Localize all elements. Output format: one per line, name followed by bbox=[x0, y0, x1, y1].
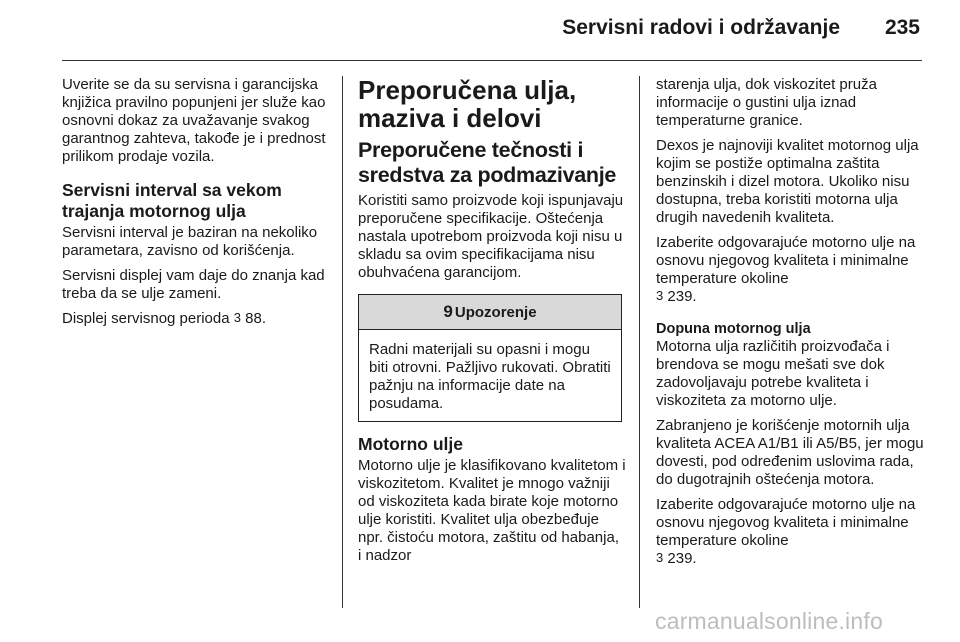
select-oil-paragraph-1 bbox=[656, 234, 928, 306]
recommended-fluids-paragraph: Koristiti samo proizvode koji ispunjavaju preporučene specifikacije. Oštećenja nastala upotrebom proizvoda koji nisu u skladu sa ovim specifikacijama nisu obuhvaćena garancijom. bbox=[358, 192, 624, 281]
watermark: carmanualsonline.info bbox=[655, 608, 883, 634]
warning-triangle-icon: 9 bbox=[443, 302, 453, 321]
service-display-text: Displej servisnog perioda bbox=[62, 310, 230, 327]
warning-box bbox=[358, 294, 622, 422]
motor-oil-heading: Motorno ulje bbox=[358, 434, 463, 454]
reference-arrow-icon: 3 bbox=[656, 550, 664, 565]
select-oil-text-2: Izaberite odgovarajuće motorno ulje na osnovu njegovog kvaliteta i minimalne temperature okoline bbox=[656, 496, 916, 549]
column-divider-2 bbox=[639, 76, 640, 608]
service-interval-heading: Servisni interval sa vekom trajanja motornog ulja bbox=[62, 180, 282, 221]
topup-paragraph-2: Zabranjeno je korišćenje motornih ulja kvaliteta ACEA A1/B1 ili A5/B5, jer mogu dovesti, pod određenim uslovima rada, do dugotrajnih oštećenja motora. bbox=[656, 417, 924, 488]
motor-oil-paragraph: Motorno ulje je klasifikovano kvalitetom i viskozitetom. Kvalitet je mnogo važniji od viskoziteta kada birate koje motorno ulje koristiti. Kvalitet ulja obezbeđuje npr. čistoću motora, zaštitu od habanja, i nadzor bbox=[358, 457, 626, 564]
select-oil-text-1: Izaberite odgovarajuće motorno ulje na osnovu njegovog kvaliteta i minimalne temperature okoline bbox=[656, 234, 916, 287]
column-2 bbox=[358, 76, 626, 572]
page-reference-link[interactable]: 88. bbox=[245, 310, 267, 327]
reference-arrow-icon: 3 bbox=[656, 288, 664, 303]
warning-header bbox=[359, 295, 621, 330]
header-divider bbox=[62, 60, 922, 61]
dexos-paragraph: Dexos je najnoviji kvalitet motornog ulja kojim se postiže optimalna zaštita benzinskih i dizel motora. Ukoliko nisu dostupna, treba koristiti motorna ulja drugih navedenih kvaliteta. bbox=[656, 137, 919, 226]
oil-continuation-paragraph: starenja ulja, dok viskozitet pruža informacije o gustini ulja iznad temperaturne granice. bbox=[656, 76, 877, 129]
intro-paragraph: Uverite se da su servisna i garancijska knjižica pravilno popunjeni jer služe kao osnovni dokaz za uvažavanje svakog garantnog zahteva, takođe je i prednost prilikom prodaje vozila. bbox=[62, 76, 326, 165]
header-title: Servisni radovi i održavanje bbox=[562, 16, 840, 39]
warning-text: Radni materijali su opasni i mogu biti otrovni. Pažljivo rukovati. Obratiti pažnju na informacije date na posudama. bbox=[369, 341, 611, 412]
column-3 bbox=[656, 76, 928, 575]
section-heading: Preporučena ulja, maziva i delovi bbox=[358, 75, 577, 133]
page-reference-link[interactable]: 239. bbox=[667, 288, 697, 305]
select-oil-paragraph-2 bbox=[656, 496, 928, 568]
reference-arrow-icon: 3 bbox=[233, 310, 241, 325]
subsection-heading: Preporučene tečnosti i sredstva za podmazivanje bbox=[358, 138, 617, 187]
service-paragraph-2: Servisni displej vam daje do znanja kad treba da se ulje zameni. bbox=[62, 267, 325, 302]
oil-topup-heading: Dopuna motornog ulja bbox=[656, 321, 811, 337]
page-number: 235 bbox=[884, 16, 920, 39]
page-reference-link[interactable]: 239. bbox=[667, 550, 697, 567]
warning-body bbox=[359, 330, 621, 421]
service-paragraph-1: Servisni interval je baziran na nekoliko parametara, zavisno od korišćenja. bbox=[62, 224, 318, 259]
column-divider-1 bbox=[342, 76, 343, 608]
warning-title: Upozorenje bbox=[454, 303, 537, 321]
topup-paragraph-1: Motorna ulja različitih proizvođača i brendova se mogu mešati sve dok zadovoljavaju potrebe kvaliteta i viskoziteta za motorno ulje. bbox=[656, 338, 890, 409]
service-paragraph-3 bbox=[62, 310, 326, 328]
column-1 bbox=[62, 76, 326, 335]
